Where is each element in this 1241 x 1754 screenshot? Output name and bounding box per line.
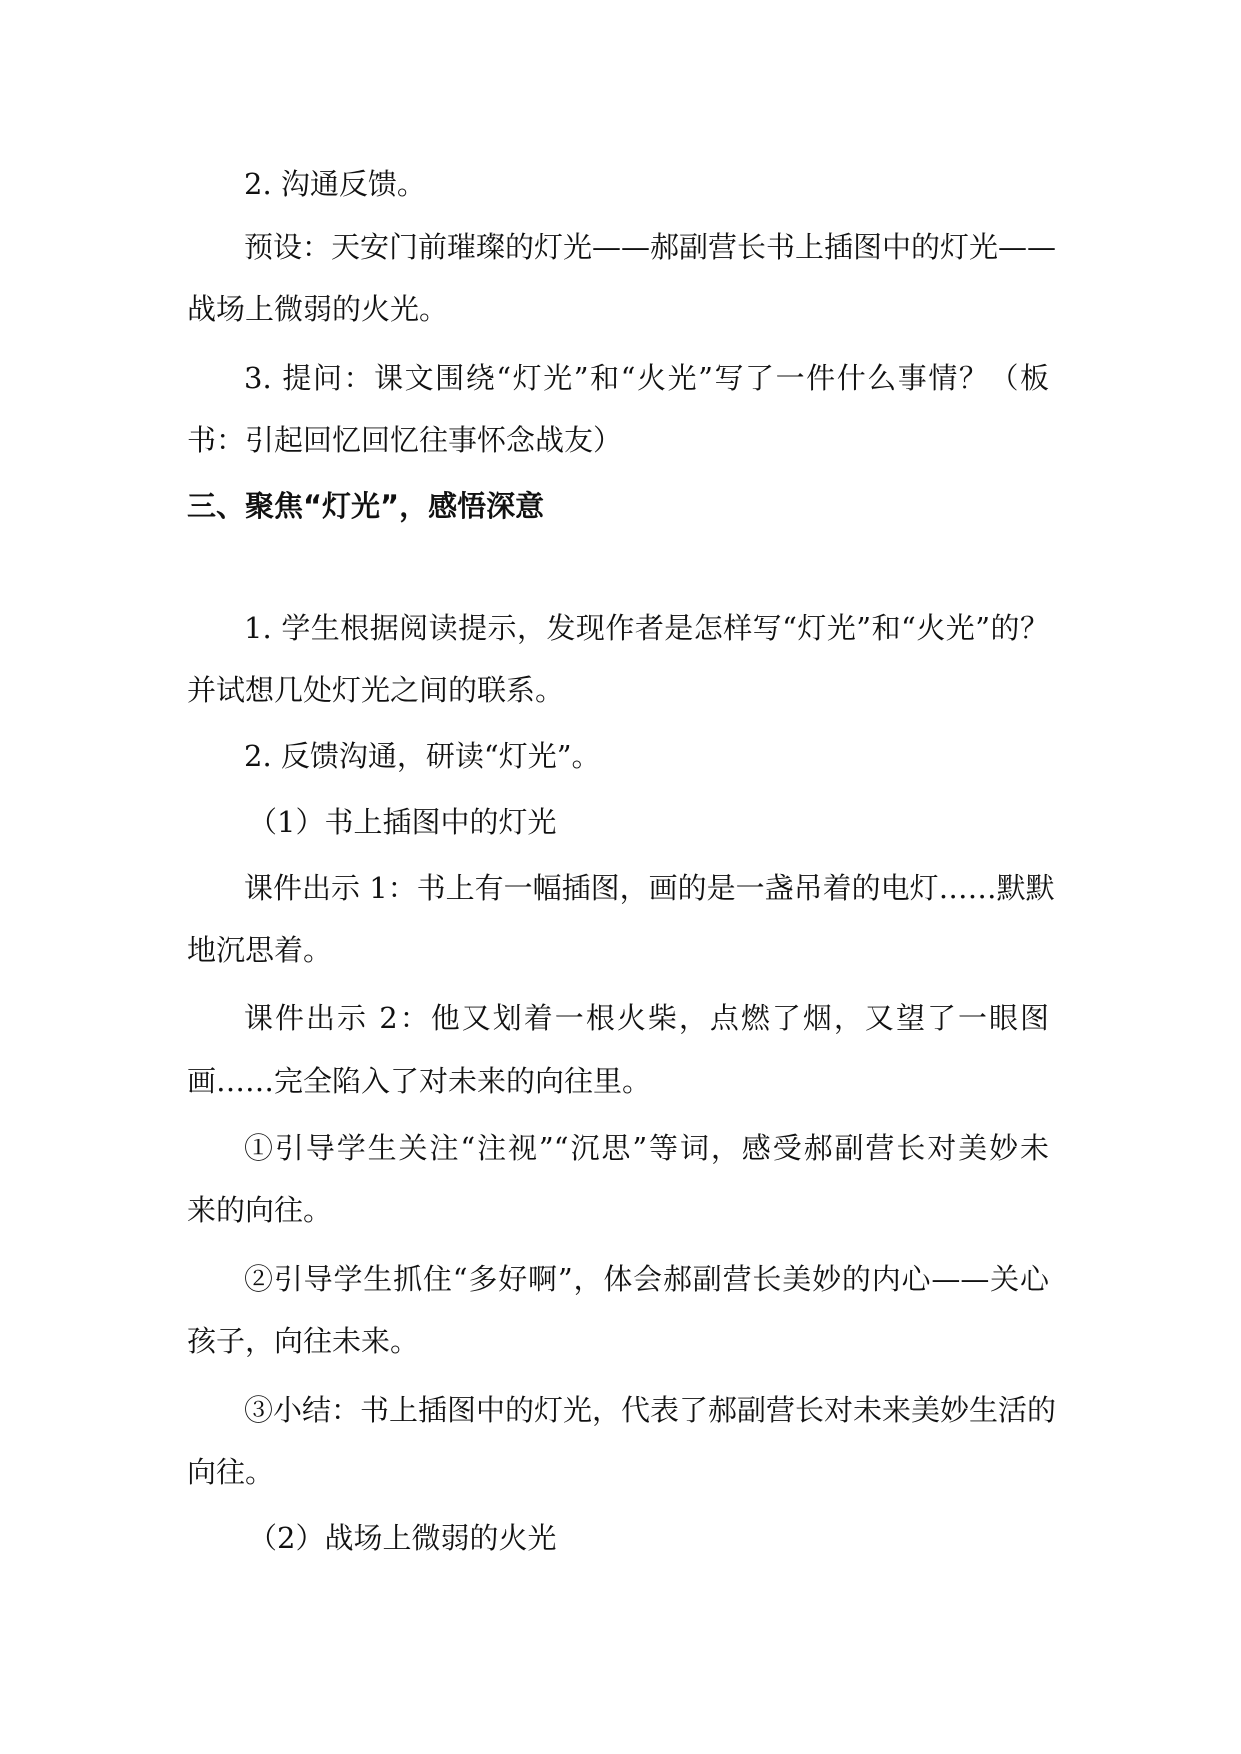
paragraph-line: ①引导学生关注“注视”“沉思”等词，感受郝副营长对美妙未 [244,1131,1049,1165]
paragraph-line: 向往。 [187,1455,275,1489]
paragraph-line: 画……完全陷入了对未来的向往里。 [187,1064,652,1098]
paragraph-line: 书：引起回忆回忆往事怀念战友） [187,423,623,457]
paragraph-line: 3. 提问：课文围绕“灯光”和“火光”写了一件什么事情？（板 [244,361,1049,395]
paragraph-line: 战场上微弱的火光。 [187,292,449,326]
subsection-heading: （1）书上插图中的灯光 [248,805,557,839]
paragraph-line: 地沉思着。 [187,933,333,967]
paragraph-line: 课件出示 1：书上有一幅插图，画的是一盏吊着的电灯……默默 [244,871,1055,905]
paragraph-line: 并试想几处灯光之间的联系。 [187,673,565,707]
paragraph-line: 预设：天安门前璀璨的灯光——郝副营长书上插图中的灯光—— [244,230,1057,264]
paragraph-line: 孩子，向往未来。 [187,1324,420,1358]
paragraph-line: 课件出示 2：他又划着一根火柴，点燃了烟，又望了一眼图 [244,1001,1049,1035]
subsection-heading: （2）战场上微弱的火光 [248,1521,557,1555]
paragraph-line: 来的向往。 [187,1193,333,1227]
paragraph-line: 2. 沟通反馈。 [244,167,426,201]
paragraph-line: 1. 学生根据阅读提示，发现作者是怎样写“灯光”和“火光”的？ [244,611,1049,645]
section-heading: 三、聚焦“灯光”，感悟深意 [187,489,545,523]
paragraph-line: 2. 反馈沟通，研读“灯光”。 [244,739,601,773]
paragraph-line: ②引导学生抓住“多好啊”，体会郝副营长美妙的内心——关心 [244,1262,1049,1296]
paragraph-line: ③小结：书上插图中的灯光，代表了郝副营长对未来美妙生活的 [244,1393,1057,1427]
